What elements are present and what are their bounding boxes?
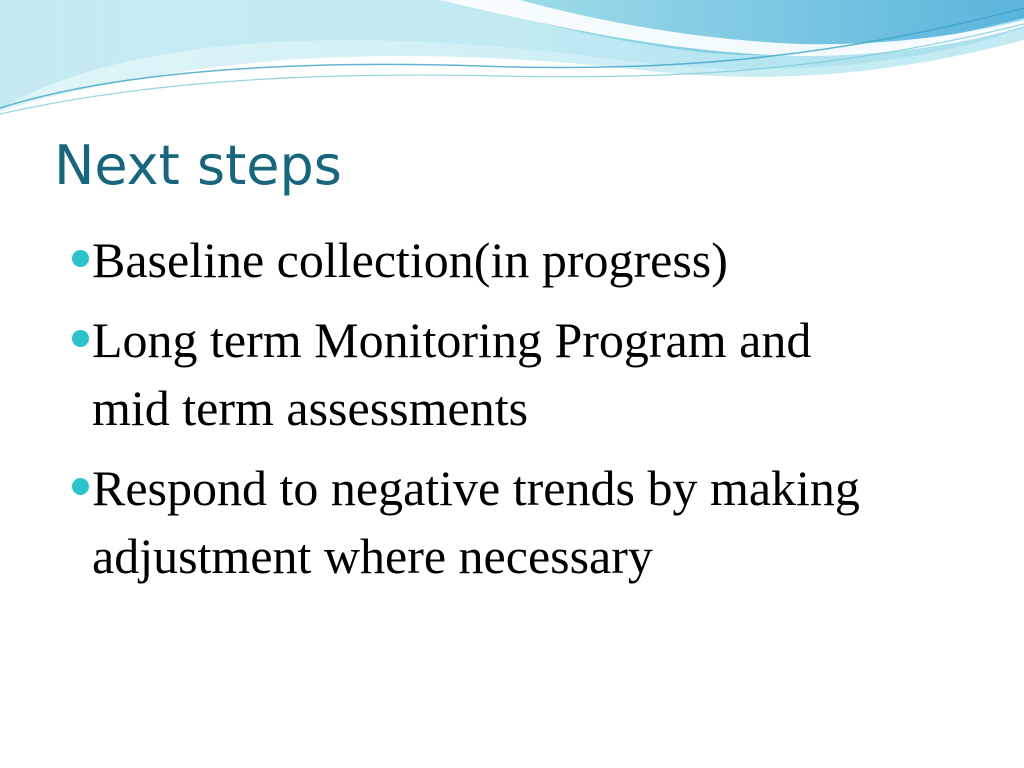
bullet-dot-icon	[72, 250, 89, 267]
bullet-text: Long term Monitoring Program and mid term assessments	[92, 312, 812, 436]
header-wave-decoration	[0, 0, 1024, 130]
bullet-text: Respond to negative trends by making adjustment where necessary	[92, 460, 860, 584]
bullet-text: Baseline collection(in progress)	[92, 232, 728, 288]
slide-title: Next steps	[54, 134, 342, 197]
bullet-item-baseline	[68, 226, 868, 294]
bullet-dot-icon	[72, 478, 89, 495]
bullet-item-monitoring	[68, 306, 868, 442]
bullet-dot-icon	[72, 330, 89, 347]
bullet-list	[68, 226, 868, 602]
bullet-item-respond	[68, 454, 868, 590]
